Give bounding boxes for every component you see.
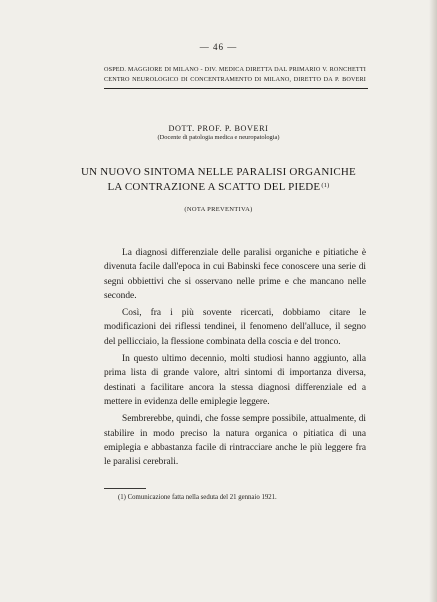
paragraph: Così, fra i più sovente ricercati, dobbiamo citare le modificazioni dei riflessi tendinei, il fenomeno dell'alluce, il segno del pellicciaio, la flessione combinata della coscia e del tronco.: [104, 308, 366, 347]
title-line-2-text: LA CONTRAZIONE A SCATTO DEL PIEDE: [107, 181, 321, 193]
footnote: (1) Comunicazione fatta nella seduta del 21 gennaio 1921.: [118, 494, 277, 501]
title-line-2: [0, 181, 437, 193]
institution-line-2: CENTRO NEUROLOGICO DI CONCENTRAMENTO DI MILANO, DIRETTO DA P. BOVERI: [104, 76, 366, 83]
paragraph: In questo ultimo decennio, molti studiosi hanno aggiunto, alla prima lista di grande valore, altri sintomi di importanza diversa, destinati a facilitare ancora la stessa diagnosi differenziale ed a mettere in evidenza delle emiplegie leggere.: [104, 354, 366, 407]
institution-line-1: OSPED. MAGGIORE DI MILANO - DIV. MEDICA DIRETTA DAL PRIMARIO V. RONCHETTI: [104, 66, 366, 73]
title-line-1: UN NUOVO SINTOMA NELLE PARALISI ORGANICHE: [81, 166, 356, 178]
author-name: DOTT. PROF. P. BOVERI: [168, 124, 269, 133]
title-footnote-mark: (1): [321, 182, 330, 189]
paragraph: La diagnosi differenziale delle paralisi organiche e pitiatiche è divenuta facile dall'epoca in cui Babinski fece conoscere una serie di segni obbiettivi che si osservano nelle prime e che mancano nelle seconde.: [104, 248, 366, 301]
page-number: — 46 —: [199, 42, 238, 52]
preliminary-note-label: (NOTA PREVENTIVA): [184, 206, 253, 213]
author-affiliation: (Docente di patologia medica e neuropatologia): [157, 134, 280, 141]
page-edge-shadow: [429, 0, 437, 602]
header-divider: [104, 88, 368, 89]
footnote-divider: [104, 488, 146, 489]
article-body: [104, 246, 366, 472]
paragraph: Sembrerebbe, quindi, che fosse sempre possibile, attualmente, di stabilire in modo preciso la natura organica o pitiatica di una emiplegia e abbastanza facile di rintracciare anche le più leggere fra le paralisi cerebrali.: [104, 414, 366, 468]
